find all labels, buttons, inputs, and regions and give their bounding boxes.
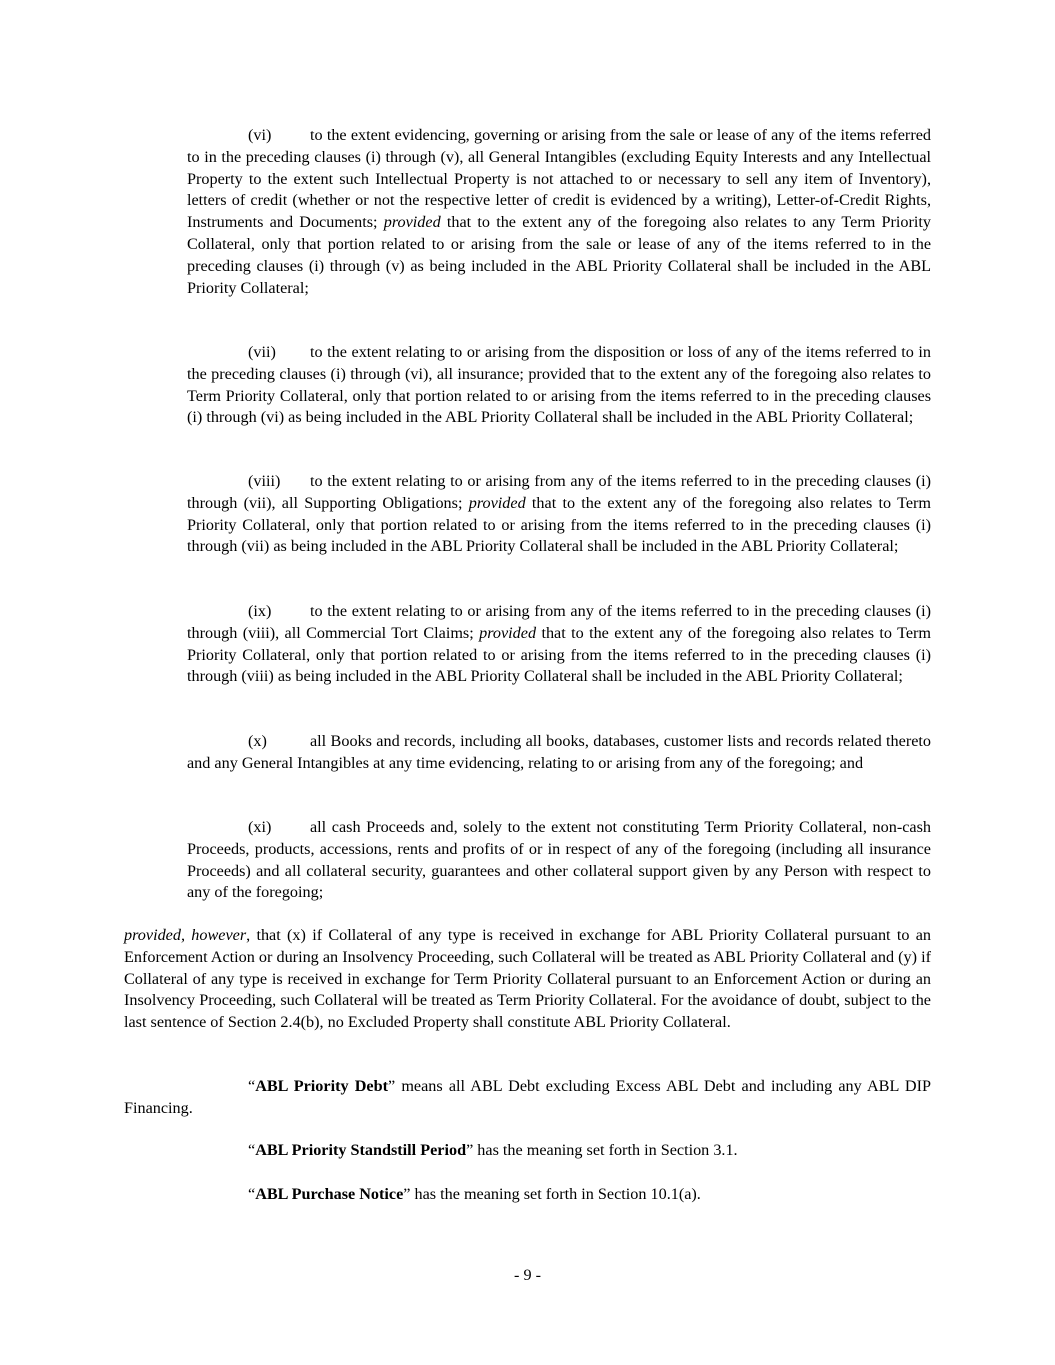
clause-text: all cash Proceeds and, solely to the extent not constituting Term Priority Collateral, non-cash Proceeds, products, accessions, rents and profits of or in respect of any of the foregoing (including all insurance Proceeds) and all collateral security, guarantees and other collateral support given by any Person with respect to any of the foregoing; <box>187 818 931 902</box>
clause-xi <box>187 817 931 904</box>
definition-open-quote: “ <box>248 1077 256 1095</box>
page-number: - 9 - <box>514 1266 541 1284</box>
clause-text-cont: that to the extent any of the foregoing also relates to Term Priority Collateral, only that portion related to or arising from the items referred to in the preceding clauses (i) through (vii) as being included in the ABL Priority Collateral shall be included in the ABL Priority Collateral; <box>187 493 931 556</box>
clause-number: (vii) <box>248 343 276 361</box>
clause-text: to the extent relating to or arising from any of the items referred to in the preceding clauses (i) through (vii), all Supporting Obligations; <box>187 472 931 512</box>
proviso-paragraph <box>124 925 931 1034</box>
definition-term: ABL Priority Standstill Period <box>255 1141 467 1159</box>
clause-text: to the extent relating to or arising from any of the items referred to in the preceding clauses (i) through (viii), all Commercial Tort Claims; <box>187 602 931 642</box>
clause-text-cont: that to the extent any of the foregoing also relates to any Term Priority Collateral, only that portion related to or arising from the sale or lease of any of the items referred to in the preceding clauses (i) through (v) as being included in the ABL Priority Collateral shall be included in the ABL Priority Collateral; <box>187 213 931 297</box>
clause-text: to the extent evidencing, governing or arising from the sale or lease of any of the items referred to in the preceding clauses (i) through (v), all General Intangibles (excluding Equity Interests and any Intellectual Property to the extent such Intellectual Property is not attached to or necessary to sell any item of Inventory), letters of credit (whether or not the respective letter of credit is evidenced by a writing), Letter-of-Credit Rights, Instruments and Documents; <box>187 126 931 232</box>
clause-text: all Books and records, including all books, databases, customer lists and records related thereto and any General Intangibles at any time evidencing, relating to or arising from any of the foregoing; and <box>187 732 931 772</box>
definition-term: ABL Purchase Notice <box>255 1185 404 1203</box>
definition-abl-purchase-notice <box>248 1184 931 1206</box>
clause-ix <box>187 601 931 688</box>
clause-vi <box>187 125 931 299</box>
clause-number: (viii) <box>248 472 281 490</box>
definition-abl-priority-standstill-period <box>248 1140 931 1162</box>
definition-text: ” has the meaning set forth in Section 3.1. <box>466 1141 738 1159</box>
clause-text: to the extent relating to or arising from the disposition or loss of any of the items referred to in the preceding clauses (i) through (vi), all insurance; provided that to the extent any of the foregoing also relates to Term Priority Collateral, only that portion related to or arising from the items referred to in the preceding clauses (i) through (vi) as being included in the ABL Priority Collateral shall be included in the ABL Priority Collateral; <box>187 343 931 427</box>
clause-vii <box>187 342 931 429</box>
clause-italic: provided <box>383 213 441 232</box>
clause-number: (xi) <box>248 818 272 836</box>
clause-viii <box>187 471 931 558</box>
definition-text: ” has the meaning set forth in Section 10.1(a). <box>403 1185 701 1203</box>
definition-abl-priority-debt <box>124 1076 931 1120</box>
proviso-italic: provided, however <box>124 926 247 944</box>
clause-number: (vi) <box>248 126 272 144</box>
clause-number: (ix) <box>248 602 272 620</box>
definition-open-quote: “ <box>248 1185 256 1203</box>
clause-x <box>187 731 931 775</box>
definition-open-quote: “ <box>248 1141 256 1159</box>
clause-text-cont: that to the extent any of the foregoing also relates to Term Priority Collateral, only that portion related to or arising from the items referred to in the preceding clauses (i) through (viii) as being included in the ABL Priority Collateral shall be included in the ABL Priority Collateral; <box>187 623 932 686</box>
clause-italic: provided <box>468 493 526 512</box>
definition-text: ” means all ABL Debt excluding Excess ABL Debt and including any ABL DIP Financing. <box>124 1077 931 1117</box>
proviso-text: , that (x) if Collateral of any type is received in exchange for ABL Priority Collateral pursuant to an Enforcement Action or during an Insolvency Proceeding, such Collateral will be treated as ABL Priority Collateral and (y) if Collateral of any type is received in exchange for Term Priority Collateral pursuant to an Enforcement Action or during an Insolvency Proceeding, such Collateral will be treated as Term Priority Collateral. For the avoidance of doubt, subject to the last sentence of Section 2.4(b), no Excluded Property shall constitute ABL Priority Collateral. <box>124 926 931 1032</box>
definition-term: ABL Priority Debt <box>255 1077 388 1095</box>
clause-italic: provided <box>479 623 537 642</box>
clause-number: (x) <box>248 732 267 750</box>
